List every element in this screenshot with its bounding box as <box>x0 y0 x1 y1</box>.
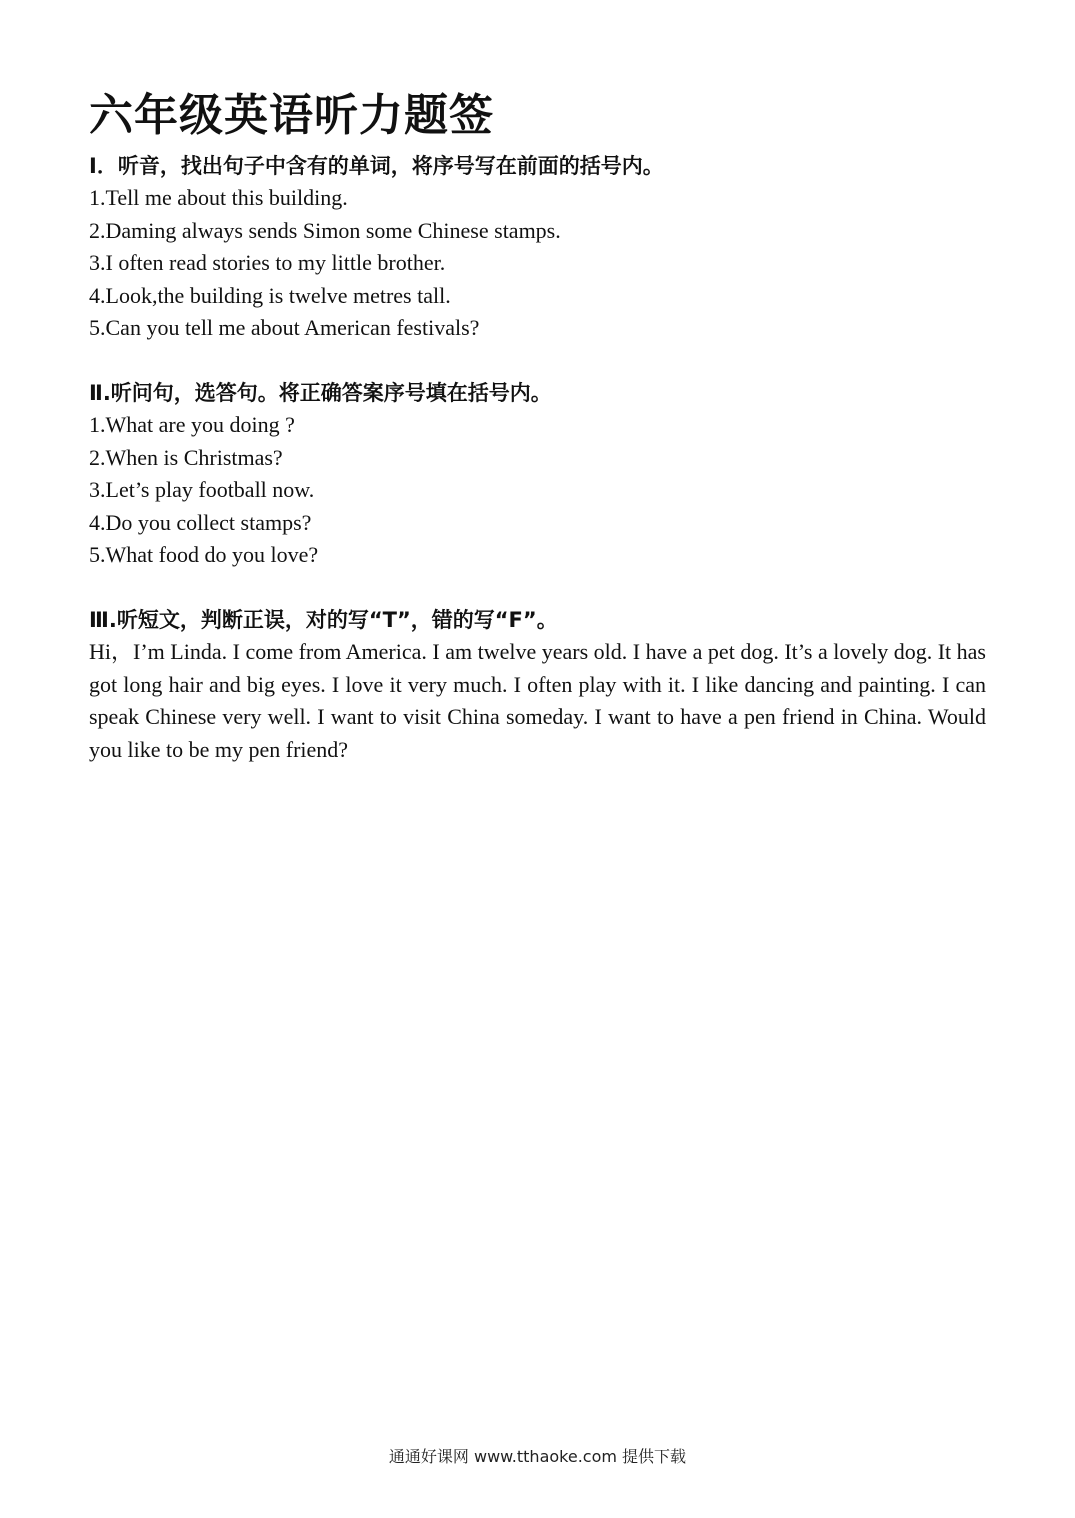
section-2-item-1: 1.What are you doing ? <box>89 412 295 437</box>
section-3 <box>89 604 986 766</box>
section-1-item-2: 2.Daming always sends Simon some Chinese stamps. <box>89 217 561 243</box>
section-1-item-5: 5.Can you tell me about American festivals? <box>89 315 480 340</box>
section-2 <box>89 377 986 572</box>
section-3-passage: Hi，I’m Linda. I come from America. I am twelve years old. I have a pet dog. It’s a lovely dog. It has got long hair and big eyes. I love it very much. I often play with it. I like dancing and painting. I can speak Chinese very well. I want to visit China someday. I want to have a pen friend in China. Would you like to be my pen friend? <box>89 639 986 762</box>
section-1-item-3: 3.I often read stories to my little brother. <box>89 250 446 275</box>
section-2-item-3: 3.Let’s play football now. <box>89 477 315 502</box>
section-1-heading: Ⅰ．听音，找出句子中含有的单词，将序号写在前面的括号内。 <box>89 154 664 178</box>
page-title: 六年级英语听力题签 <box>89 90 494 141</box>
section-1-item-4: 4.Look,the building is twelve metres tall. <box>89 282 451 308</box>
page-footer: 通通好课网 www.tthaoke.com 提供下载 <box>388 1447 687 1466</box>
section-2-item-4: 4.Do you collect stamps? <box>89 509 312 535</box>
section-2-item-2: 2.When is Christmas? <box>89 444 283 470</box>
section-2-item-5: 5.What food do you love? <box>89 542 319 567</box>
section-2-heading: Ⅱ.听问句，选答句。将正确答案序号填在括号内。 <box>89 381 552 405</box>
section-1 <box>89 150 986 345</box>
section-3-heading: Ⅲ.听短文，判断正误，对的写“T”，错的写“F”。 <box>89 608 558 632</box>
section-1-item-1: 1.Tell me about this building. <box>89 185 348 210</box>
